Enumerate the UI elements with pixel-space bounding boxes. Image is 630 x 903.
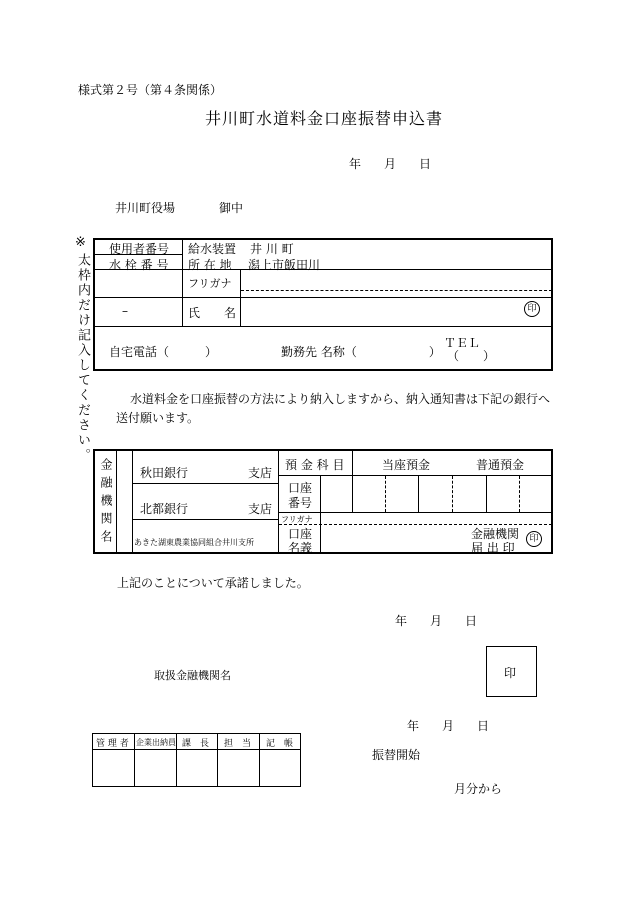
account-name-label-2: 名義: [288, 541, 313, 555]
side-note: 太枠内だけ記入してください。: [75, 253, 90, 463]
supply-town: 井 川 町: [250, 242, 294, 256]
ack-day: 日: [465, 614, 478, 628]
bank-furigana-label: フリガナ: [281, 515, 313, 524]
note-mark: ※: [75, 235, 86, 250]
savings-option: 普通預金: [476, 458, 525, 472]
account-number-label-1: 口座: [288, 481, 313, 495]
addressee-office: 井川町役場: [115, 201, 176, 215]
tel-paren: （ ）: [447, 349, 496, 363]
meter-number-label: 水 栓 番 号: [109, 258, 169, 272]
date-year: 年: [349, 157, 362, 171]
date-month: 月: [384, 157, 397, 171]
start-month: 月: [442, 719, 455, 733]
seal-mark: 印: [524, 301, 540, 317]
bank-seal-mark: 印: [526, 531, 542, 547]
account-name-label-1: 口座: [288, 527, 313, 541]
bank-1-branch: 支店: [248, 466, 273, 480]
bank-side-label: 金融機関名: [99, 458, 113, 548]
instruction-line-2: 送付願います。: [116, 411, 200, 425]
bank-3: あきた湖東農業協同組合井川支所: [134, 538, 254, 547]
meter-placeholder: –: [122, 304, 128, 318]
account-number-label-2: 番号: [288, 496, 313, 510]
start-day: 日: [477, 719, 490, 733]
start-year: 年: [407, 719, 420, 733]
ack-year: 年: [395, 614, 408, 628]
location-value: 潟上市飯田川: [248, 258, 321, 272]
bank-seal-label-2: 届 出 印: [471, 541, 515, 555]
instruction-line-1: 水道料金を口座振替の方法により納入しますから、納入通知書は下記の銀行へ: [130, 392, 551, 406]
handling-bank-label: 取扱金融機関名: [154, 669, 231, 682]
acknowledgement-text: 上記のことについて承諾しました。: [117, 576, 309, 590]
tel-label: ＴＥＬ: [444, 336, 481, 350]
approval-header-cashier: 企業出納員: [136, 738, 176, 747]
user-number-label: 使用者番号: [109, 242, 170, 256]
bank-2: 北都銀行: [140, 502, 189, 516]
furigana-label: フリガナ: [188, 277, 232, 290]
page-title: 井川町水道料金口座振替申込書: [205, 109, 444, 128]
date-day: 日: [419, 157, 432, 171]
form-number: 様式第２号（第４条関係）: [78, 83, 223, 97]
bank-stamp-label: 印: [504, 666, 517, 680]
approval-header-bookkeeping: 記 帳: [266, 739, 294, 749]
work-name-label: 勤務先 名称（ ）: [281, 345, 441, 359]
bank-2-branch: 支店: [248, 502, 273, 516]
supply-label: 給水装置: [188, 242, 237, 256]
addressee-honorific: 御中: [219, 201, 244, 215]
approval-header-admin: 管 理 者: [96, 739, 129, 749]
ack-month: 月: [430, 614, 443, 628]
name-label: 氏 名: [188, 306, 237, 320]
transfer-start-label: 振替開始: [372, 748, 421, 762]
bank-seal-label-1: 金融機関: [471, 527, 520, 541]
deposit-type-label: 預 金 科 目: [285, 458, 345, 472]
approval-header-staff: 担 当: [224, 739, 252, 749]
bank-1: 秋田銀行: [140, 466, 189, 480]
location-label: 所 在 地: [188, 258, 232, 272]
checking-option: 当座預金: [382, 458, 431, 472]
from-month-label: 月分から: [454, 782, 503, 796]
approval-header-section-chief: 課 長: [182, 739, 210, 749]
home-phone-label: 自宅電話（ ）: [109, 345, 218, 359]
